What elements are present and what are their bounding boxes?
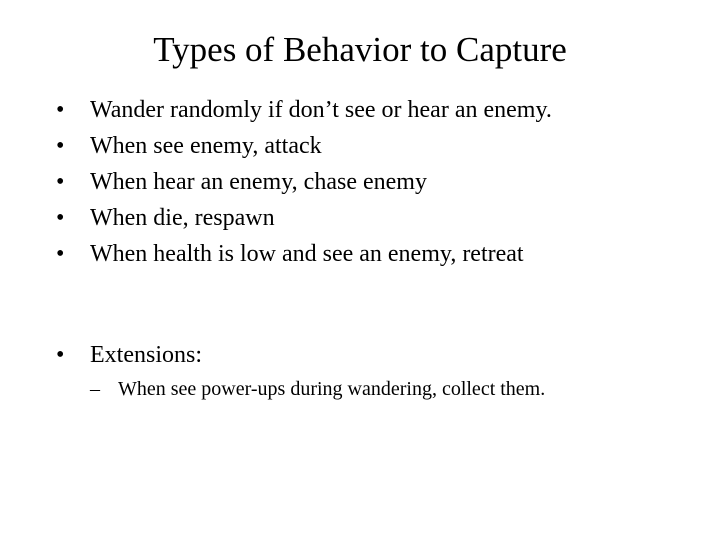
bullet-point-icon: • (56, 133, 65, 159)
bullet-text: When die, respawn (90, 205, 275, 231)
slide-title: Types of Behavior to Capture (153, 30, 567, 69)
bullet-text: When hear an enemy, chase enemy (90, 169, 427, 195)
extensions-item (56, 337, 706, 405)
bullet-point-icon: • (56, 241, 65, 267)
bullet-point-icon: • (56, 169, 65, 195)
bullet-item (56, 200, 706, 236)
bullet-point-icon: • (56, 97, 65, 123)
bullet-item (56, 92, 706, 128)
behavior-list (56, 92, 706, 272)
bullet-text: When health is low and see an enemy, retreat (90, 241, 524, 267)
bullet-point-icon: • (56, 342, 65, 368)
bullet-text: Wander randomly if don’t see or hear an enemy. (90, 97, 552, 123)
bullet-item (56, 164, 706, 200)
extensions-list (56, 337, 706, 405)
bullet-item (56, 128, 706, 164)
extensions-heading (56, 337, 706, 373)
bullet-text: When see enemy, attack (90, 133, 322, 159)
dash-bullet-icon: – (90, 378, 100, 400)
bullet-point-icon: • (56, 205, 65, 231)
bullet-item (56, 236, 706, 272)
sub-bullet-item (90, 373, 706, 405)
sub-bullet-text: When see power-ups during wandering, collect them. (118, 378, 546, 400)
extensions-sub-list (56, 373, 706, 405)
extensions-label: Extensions: (90, 342, 202, 368)
